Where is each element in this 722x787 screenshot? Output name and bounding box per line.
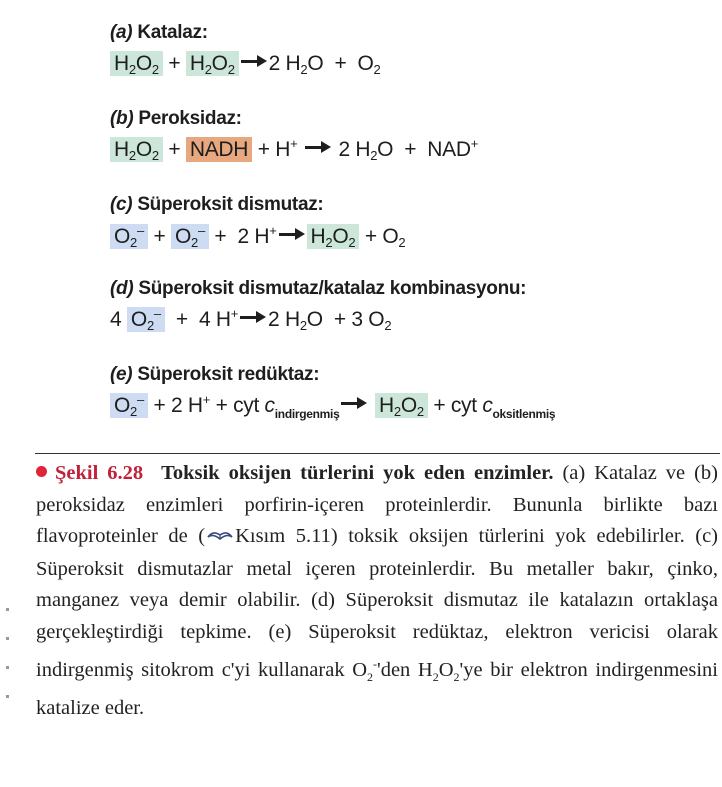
reaction-arrow-icon — [241, 56, 267, 66]
figure-caption: Şekil 6.28 Toksik oksijen türlerini yok eden enzimler. (a) Katalaz ve (b) peroksidaz enzimleri porfirin-içeren proteinlerdir. Bununla birlikte bazı flavoproteinler de ( Kısım 5.11) toksik oksijen türlerini yok edebilirler. (c) Süperoksit dismutazlar metal içeren proteinlerdir. Bu metaller bakır, çinko, manganez veya demir olabilir. (d) Süperoksit dismutaz ile katalazın ortaklaşa gerçekleştirdiği tepkime. (e) Süperoksit redüktaz, elektron vericisi olarak indirgenmiş sitokrom c'yi kullanarak $O_2^-'den$ $H_2O_2'ye$ bir elektron indirgenmesini katalize eder. — [36, 462, 718, 720]
bullet-icon — [36, 466, 47, 477]
reaction-arrow-icon — [240, 312, 266, 322]
eq-e-reaction: $O_2^- + 2$ H+ + cyt $c_{indirgenmiş}$ $H_2O_2$ + cyt $c_{oksitlenmiş}$ — [110, 392, 555, 421]
reaction-arrow-icon — [305, 142, 331, 152]
caption-title: Toksik oksijen türlerini yok eden enzimler. — [161, 462, 554, 484]
eq-c-heading: (c) Süperoksit dismutaz: — [110, 194, 324, 215]
section-reference-link[interactable]: Kısım 5.11 — [235, 525, 331, 548]
book-reference-icon — [207, 522, 233, 554]
eq-a-reaction: $H_2O_2 + H_2O_2$ 2 $H_2O + O_2$ — [110, 52, 380, 77]
eq-e-heading: (e) Süperoksit redüktaz: — [110, 364, 320, 385]
eq-b-heading: (b) Peroksidaz: — [110, 108, 242, 129]
eq-a-heading: (a) Katalaz: — [110, 22, 208, 43]
margin-marks — [6, 608, 10, 728]
eq-d-heading: (d) Süperoksit dismutaz/katalaz kombinasyonu: — [110, 278, 527, 299]
eq-c-reaction: $O_2^- + O_2^- + 2$ H+ $H_2O_2 + O_2$ — [110, 223, 405, 250]
figure-label: Şekil 6.28 — [55, 462, 144, 484]
reaction-arrow-icon — [279, 229, 305, 239]
caption-divider — [35, 453, 720, 454]
eq-d-reaction: 4 $O_2^- + 4$ H+ 2 $H_2O + 3$ $O_2$ — [110, 306, 392, 333]
eq-b-reaction: $H_2O_2$ + NADH + H+ 2 $H_2O + NAD^+$ — [110, 136, 478, 163]
reaction-arrow-icon — [341, 398, 367, 408]
